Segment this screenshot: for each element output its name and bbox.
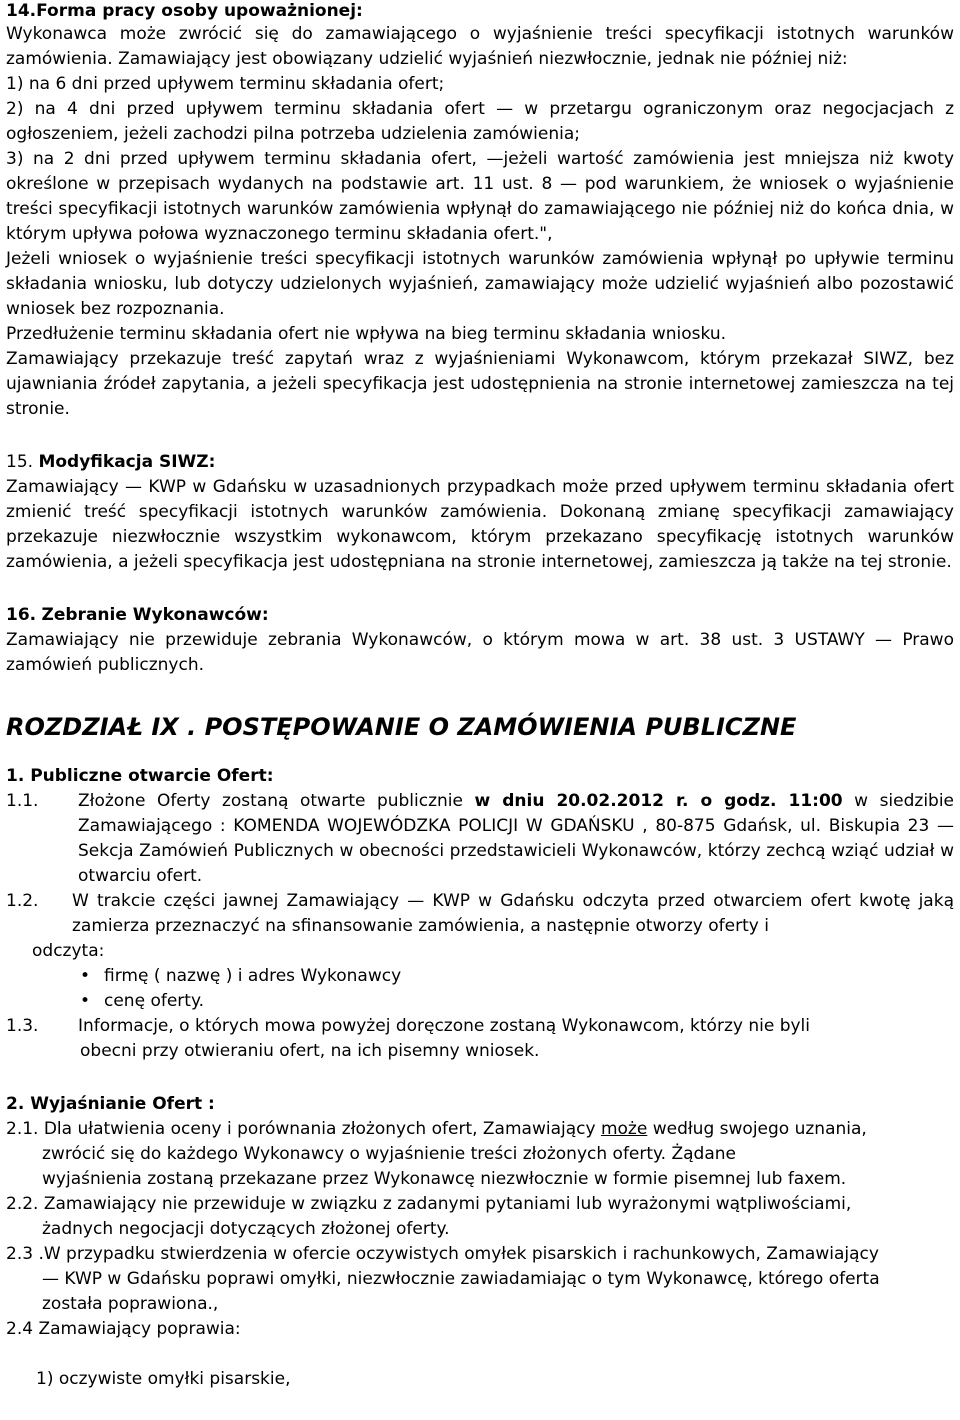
bullet-icon: • <box>80 966 91 986</box>
item-1-2-number: 1.2. <box>6 891 39 911</box>
item-2-1-line-1 <box>6 1117 954 1142</box>
section-15-number: 15. <box>6 452 34 472</box>
item-1-2-tail: odczyta: <box>32 941 105 961</box>
item-2-2-line-1: 2.2. Zamawiający nie przewiduje w związku z zadanymi pytaniami lub wyrażonymi wątpliwościami, <box>6 1194 852 1214</box>
item-2-4: 2.4 Zamawiający poprawia: <box>6 1319 241 1339</box>
item-2-1-line-3: wyjaśnienia zostaną przekazane przez Wykonawcę niezwłocznie w formie pisemnej lub faxem. <box>42 1169 847 1189</box>
item-1-1-number: 1.1. <box>6 791 39 811</box>
section-15-heading <box>6 450 954 475</box>
subsection-1-heading: 1. Publiczne otwarcie Ofert: <box>6 766 274 786</box>
item-2-1-underlined: może <box>600 1119 648 1139</box>
item-1-3-text: Informacje, o których mowa powyżej doręczone zostaną Wykonawcom, którzy nie byli <box>78 1016 810 1036</box>
item-1-2 <box>6 889 954 939</box>
item-2-1-lead: 2.1. Dla ułatwienia oceny i porównania złożonych ofert, Zamawiający <box>6 1119 596 1139</box>
section-15-body: Zamawiający — KWP w Gdańsku w uzasadnionych przypadkach może przed upływem terminu składania ofert zmienić treść specyfikacji istotnych warunków zamówienia. Dokonaną zmianę specyfikacji zamawiający przekazuje niezwłocznie wszystkim wykonawcom, którym przekazano specyfikację istotnych warunków zamówienia, a jeżeli specyfikacja jest udostępniana na stronie internetowej, zamieszcza ją także na tej stronie. <box>6 477 954 572</box>
item-2-1-end: według swojego uznania, <box>647 1119 867 1139</box>
section-14-item-1: 1) na 6 dni przed upływem terminu składania ofert; <box>6 74 445 94</box>
section-14-paragraph-4: Zamawiający przekazuje treść zapytań wraz z wyjaśnieniami Wykonawcom, którym przekazał SIWZ, bez ujawniania źródeł zapytania, a jeżeli specyfikacja jest udostępnienia na stronie internetowej zamieszcza na tej stronie. <box>6 349 954 419</box>
list-item <box>6 989 954 1014</box>
section-16-body: Zamawiający nie przewiduje zebrania Wykonawców, o którym mowa w art. 38 ust. 3 USTAWY — Prawo zamówień publicznych. <box>6 630 954 675</box>
item-1-1-lead: Złożone Oferty zostaną otwarte publicznie <box>78 791 463 811</box>
section-14-paragraph-2: Jeżeli wniosek o wyjaśnienie treści specyfikacji istotnych warunków zamówienia wpłynął po upływie terminu składania wniosku, lub dotyczy udzielonych wyjaśnień, zamawiający może udzielić wyjaśnień albo pozostawić wniosek bez rozpoznania. <box>6 249 954 319</box>
item-2-3-line-1: 2.3 .W przypadku stwierdzenia w ofercie oczywistych omyłek pisarskich i rachunkowych, Zamawiający <box>6 1244 879 1264</box>
section-14-heading: 14.Forma pracy osoby upoważnionej: <box>6 1 363 21</box>
item-1-1-text <box>78 789 954 889</box>
item-2-3-line-3: została poprawiona., <box>42 1294 219 1314</box>
list-item-text: firmę ( nazwę ) i adres Wykonawcy <box>104 966 402 986</box>
item-2-3-line-2: — KWP w Gdańsku poprawi omyłki, niezwłocznie zawiadamiając o tym Wykonawcę, którego oferta <box>42 1269 880 1289</box>
section-14-paragraph-3: Przedłużenie terminu składania ofert nie wpływa na bieg terminu składania wniosku. <box>6 324 727 344</box>
item-2-4-1: 1) oczywiste omyłki pisarskie, <box>36 1369 291 1389</box>
item-1-3-tail: obecni przy otwieraniu ofert, na ich pisemny wniosek. <box>80 1041 540 1061</box>
section-16-title: Zebranie Wykonawców: <box>41 605 269 625</box>
list-item-text: cenę oferty. <box>104 991 204 1011</box>
read-out-list <box>6 964 954 1014</box>
section-14-item-2: 2) na 4 dni przed upływem terminu składania ofert — w przetargu ograniczonym oraz negocjacjach z ogłoszeniem, jeżeli zachodzi pilna potrzeba udzielenia zamówienia; <box>6 99 954 144</box>
bullet-icon: • <box>80 991 91 1011</box>
item-2-2-line-2: żadnych negocjacji dotyczących złożonej oferty. <box>42 1219 450 1239</box>
item-1-2-text: W trakcie części jawnej Zamawiający — KWP w Gdańsku odczyta przed otwarciem ofert kwotę jaką zamierza przeznaczyć na sfinansowanie zamówienia, a następnie otworzy oferty i <box>72 891 954 936</box>
item-1-3 <box>6 1014 954 1039</box>
opening-date-time: w dniu 20.02.2012 r. o godz. 11:00 <box>474 791 843 811</box>
item-1-3-number: 1.3. <box>6 1016 39 1036</box>
section-15-title: Modyfikacja SIWZ: <box>38 452 216 472</box>
item-1-1 <box>6 789 954 889</box>
section-14-intro: Wykonawca może zwrócić się do zamawiającego o wyjaśnienie treści specyfikacji istotnych warunków zamówienia. Zamawiający jest obowiązany udzielić wyjaśnień niezwłocznie, jednak nie później niż: <box>6 24 954 69</box>
item-2-1-line-2: zwrócić się do każdego Wykonawcy o wyjaśnienie treści złożonych oferty. Żądane <box>42 1144 736 1164</box>
section-16-heading <box>6 603 954 628</box>
item-1-1-rest: w siedzibie Zamawiającego : KOMENDA WOJEWÓDZKA POLICJI W GDAŃSKU , 80-875 Gdańsk, ul. Biskupia 23 — Sekcja Zamówień Publicznych w obecności przedstawicieli Wykonawców, którzy zechcą wziąć udział w otwarciu ofert. <box>78 791 955 886</box>
section-14-item-3: 3) na 2 dni przed upływem terminu składania ofert, —jeżeli wartość zamówienia jest mniejsza niż kwoty określone w przepisach wydanych na podstawie art. 11 ust. 8 — pod warunkiem, że wniosek o wyjaśnienie treści specyfikacji istotnych warunków zamówienia wpłynął do zamawiającego nie później niż do końca dnia, w którym upływa połowa wyznaczonego terminu składania ofert.", <box>6 149 954 244</box>
section-16-number: 16. <box>6 605 37 625</box>
subsection-2-heading: 2. Wyjaśnianie Ofert : <box>6 1094 215 1114</box>
chapter-heading: ROZDZIAŁ IX . POSTĘPOWANIE O ZAMÓWIENIA PUBLICZNE <box>6 713 797 741</box>
list-item <box>6 964 954 989</box>
